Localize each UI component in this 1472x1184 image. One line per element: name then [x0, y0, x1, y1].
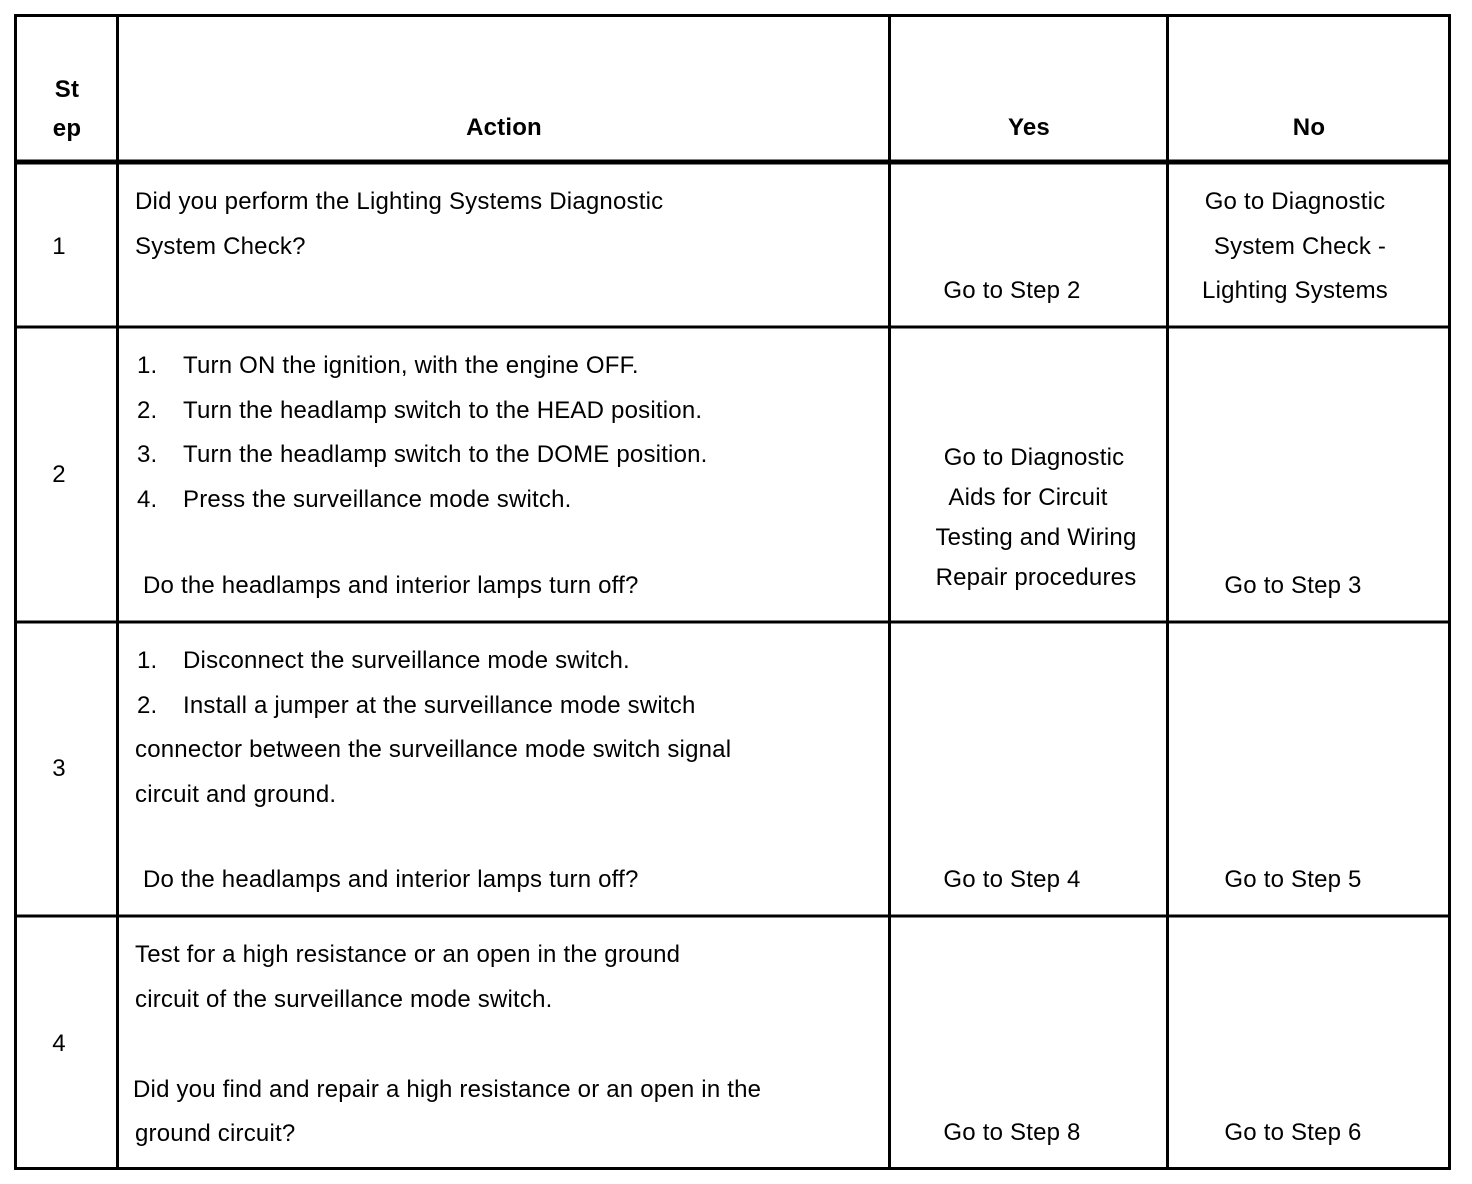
- step-number: 4: [52, 1030, 66, 1057]
- header-action: Action: [466, 114, 542, 141]
- list-number: 3.: [137, 441, 158, 468]
- step-number: 2: [52, 461, 66, 488]
- list-text: Press the surveillance mode switch.: [183, 486, 572, 513]
- list-text: Install a jumper at the surveillance mode switch: [183, 692, 696, 719]
- step-number: 3: [52, 755, 66, 782]
- list-text: Turn the headlamp switch to the DOME position.: [183, 441, 708, 468]
- no-result: Go to Diagnostic: [1204, 188, 1386, 215]
- question-text: Do the headlamps and interior lamps turn off?: [143, 572, 639, 599]
- header-step-line2: ep: [52, 115, 82, 142]
- yes-result: Go to Step 8: [943, 1119, 1081, 1146]
- yes-result: Go to Diagnostic: [943, 444, 1125, 471]
- no-result: Go to Step 5: [1224, 866, 1362, 893]
- list-number: 4.: [137, 486, 158, 513]
- list-text: Disconnect the surveillance mode switch.: [183, 647, 630, 674]
- header-step-line1: St: [54, 76, 80, 103]
- list-number: 1.: [137, 352, 158, 379]
- yes-result: Go to Step 2: [943, 277, 1081, 304]
- question-text: Did you find and repair a high resistance or an open in the: [133, 1076, 762, 1103]
- yes-result: Aids for Circuit: [948, 484, 1108, 511]
- no-result: Go to Step 6: [1224, 1119, 1362, 1146]
- action-list-item: [137, 694, 696, 718]
- action-text: circuit and ground.: [135, 781, 337, 808]
- action-text: Test for a high resistance or an open in the ground: [135, 941, 681, 968]
- action-list-item: [137, 488, 572, 512]
- list-number: 2.: [137, 397, 158, 424]
- list-number: 1.: [137, 647, 158, 674]
- header-no: No: [1292, 114, 1326, 141]
- action-text: connector between the surveillance mode switch signal: [135, 736, 732, 763]
- question-text: Do the headlamps and interior lamps turn off?: [143, 866, 639, 893]
- action-list-item: [137, 649, 630, 673]
- action-list-item: [137, 354, 639, 378]
- list-text: Turn ON the ignition, with the engine OFF.: [183, 352, 639, 379]
- yes-result: Testing and Wiring: [935, 524, 1137, 551]
- no-result: Go to Step 3: [1224, 572, 1362, 599]
- action-text: Did you perform the Lighting Systems Diagnostic: [135, 188, 664, 215]
- no-result: Lighting Systems: [1202, 277, 1388, 304]
- list-number: 2.: [137, 692, 158, 719]
- action-text: circuit of the surveillance mode switch.: [135, 986, 553, 1013]
- yes-result: Repair procedures: [935, 564, 1137, 591]
- yes-result: Go to Step 4: [943, 866, 1081, 893]
- action-text: System Check?: [135, 233, 306, 260]
- list-text: Turn the headlamp switch to the HEAD position.: [183, 397, 703, 424]
- question-text: ground circuit?: [135, 1120, 296, 1147]
- no-result: System Check -: [1213, 233, 1387, 260]
- action-list-item: [137, 399, 702, 423]
- header-yes: Yes: [1008, 114, 1050, 141]
- step-number: 1: [52, 233, 66, 260]
- action-list-item: [137, 443, 708, 467]
